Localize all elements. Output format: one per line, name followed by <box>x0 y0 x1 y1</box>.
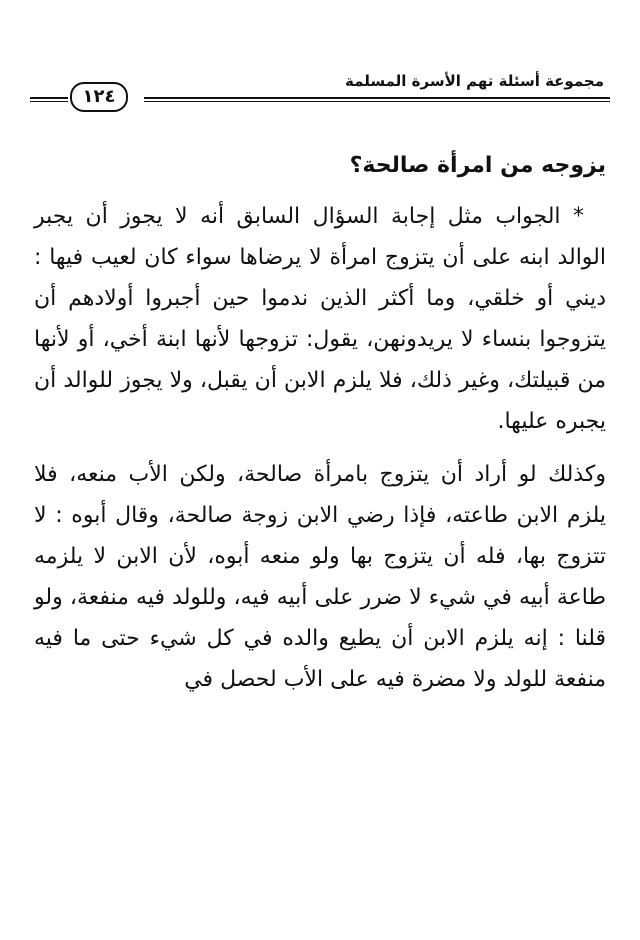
page-header <box>30 72 610 122</box>
body-paragraph: وكذلك لو أراد أن يتزوج بامرأة صالحة، ولكن الأب منعه، فلا يلزم الابن طاعته، فإذا رضي الابن زوجة صالحة، وقال أبوه : لا تتزوج بها، فله أن يتزوج بها ولو منعه أبوه، لأن الابن لا يلزمه طاعة أبيه في شيء لا ضرر على أبيه فيه، وللولد فيه منفعة، ولو قلنا : إنه يلزم الابن أن يطيع والده في كل شيء حتى ما فيه منفعة للولد ولا مضرة فيه على الأب لحصل في <box>34 462 606 692</box>
header-rule-right <box>144 97 610 102</box>
question-heading: يزوجه من امرأة صالحة؟ <box>349 153 606 178</box>
running-title: مجموعة أسئلة تهم الأسرة المسلمة <box>345 72 604 90</box>
page-body <box>34 148 606 700</box>
answer-paragraph: * الجواب مثل إجابة السؤال السابق أنه لا يجوز أن يجبر الوالد ابنه على أن يتزوج امرأة لا يرضاها سواء كان لعيب فيها : ديني أو خلقي، وما أكثر الذين ندموا حين أجبروا أولادهم أن يتزوجوا بنساء لا يريدونهن، يقول: تزوجها لأنها ابنة أخي، أو لأنها من قبيلتك، وغير ذلك، فلا يلزم الابن أن يقبل، ولا يجوز للوالد أن يجبره عليها. <box>34 204 606 434</box>
header-rule-left <box>30 97 68 102</box>
page-number: ١٢٤ <box>70 82 128 112</box>
